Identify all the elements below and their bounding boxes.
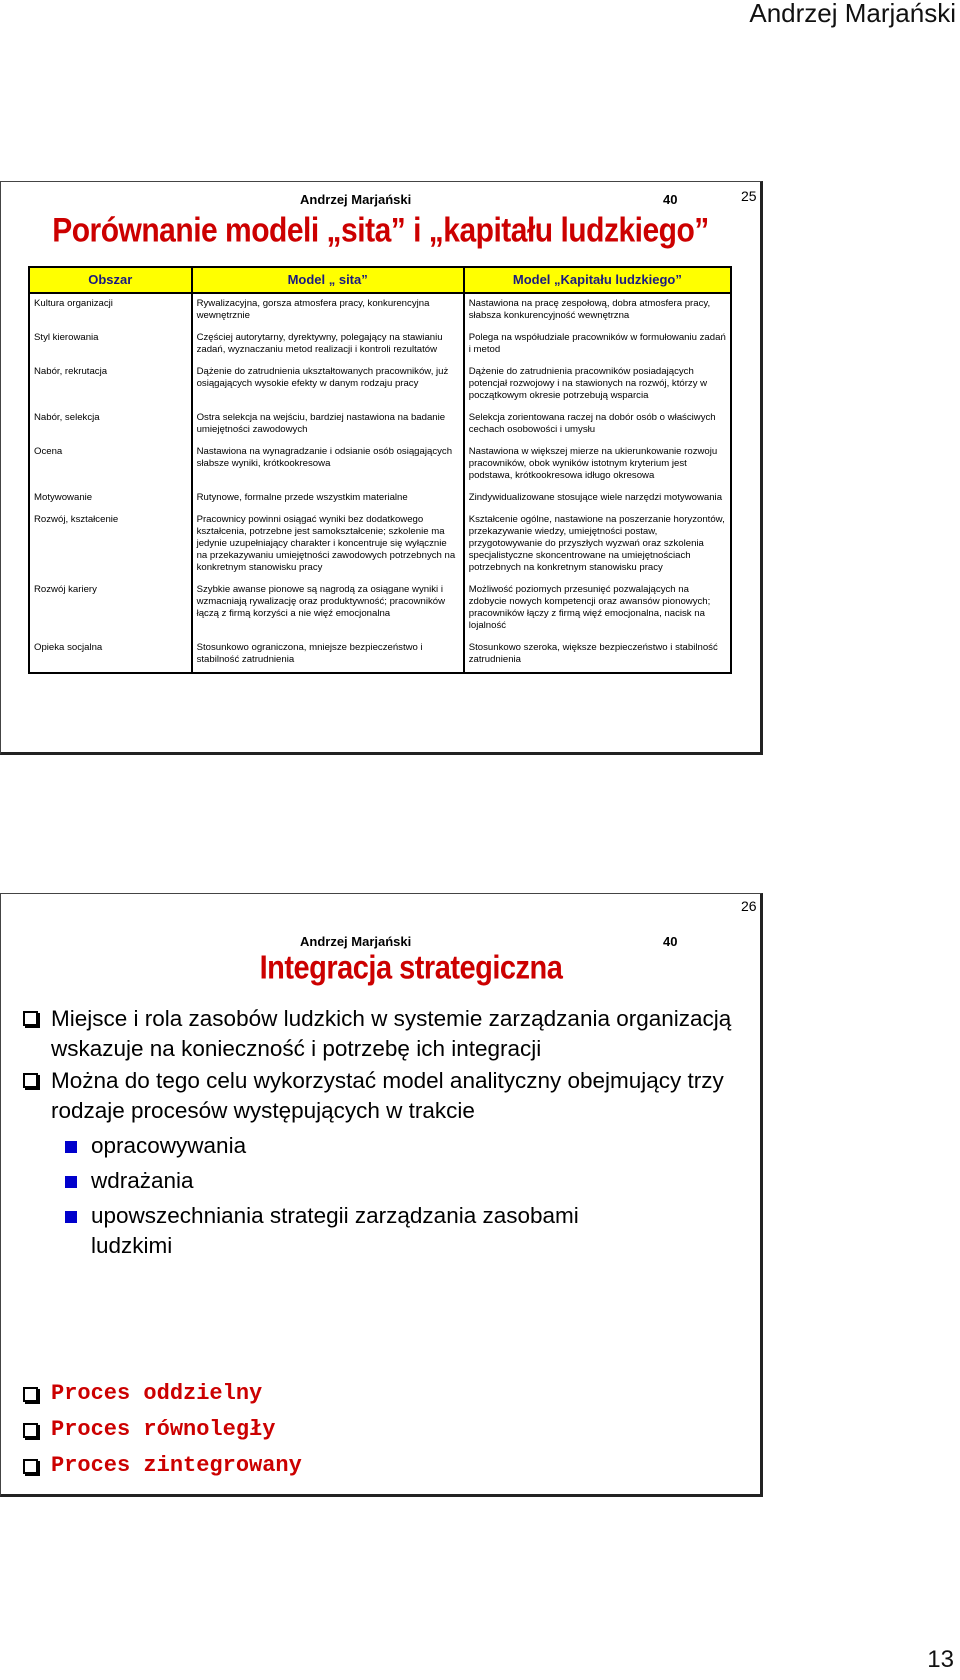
sieve-model-cell: Szybkie awanse pionowe są nagrodą za osiągane wyniki i wzmacniają rywalizację oraz produktywność; pracowników łączą z firmą korzyści a nie więź emocjonalna xyxy=(192,580,464,638)
bullet-text: Można do tego celu wykorzystać model analityczny obejmujący trzy rodzaje procesów występujących w trakcie xyxy=(51,1068,724,1123)
slide-author: Andrzej Marjański xyxy=(300,934,412,949)
table-body xyxy=(29,293,731,673)
capital-model-cell: Nastawiona w większej mierze na ukierunkowanie rozwoju pracowników, obok wyników istotnym kryterium jest podstawa, krótkookresowa idługo okresowa xyxy=(464,442,731,488)
checkbox-bullet-icon xyxy=(23,1459,38,1474)
sieve-model-cell: Pracownicy powinni osiągać wyniki bez dodatkowego kształcenia, potrzebne jest samokształcenie; szkolenie ma jedynie uzupełniający charakter i koncentruje się wyłącznie na przekazywaniu umiejętności zawodowych potrzebnych na konkretnym stanowisku pracy xyxy=(192,510,464,580)
table-row xyxy=(29,442,731,488)
table-row xyxy=(29,328,731,362)
bullet-list xyxy=(23,1004,743,1263)
sieve-model-cell: Nastawiona na wynagradzanie i odsianie osób osiągających słabsze wyniki, krótkookresowa xyxy=(192,442,464,488)
capital-model-cell: Możliwość poziomych przesunięć pozwalających na zdobycie nowych kompetencji oraz awansów pionowych; pracowników łączy z firmą więź emocjonalna, nacisk na lojalność xyxy=(464,580,731,638)
checkbox-bullet-icon xyxy=(23,1423,38,1438)
area-cell: Styl kierowania xyxy=(34,332,99,343)
slide-author: Andrzej Marjański xyxy=(300,192,412,207)
square-bullet-icon xyxy=(65,1141,77,1153)
sieve-model-cell: Rywalizacyjna, gorsza atmosfera pracy, konkurencyjna wewnętrznie xyxy=(192,293,464,328)
process-text: Proces zintegrowany xyxy=(51,1453,302,1478)
slide-number: 26 xyxy=(741,898,757,914)
sub-bullet-item xyxy=(51,1201,743,1261)
slide-counter: 40 xyxy=(663,934,678,949)
column-header: Model „Kapitału ludzkiego” xyxy=(464,267,731,293)
checkbox-bullet-icon xyxy=(23,1073,38,1088)
process-text: Proces równoległy xyxy=(51,1417,276,1442)
area-cell: Motywowanie xyxy=(34,492,93,503)
sieve-model-cell: Rutynowe, formalne przede wszystkim materialne xyxy=(192,488,464,510)
sub-bullet-list xyxy=(51,1131,743,1261)
area-cell: Ocena xyxy=(34,446,63,457)
bullet-text: Miejsce i rola zasobów ludzkich w systemie zarządzania organizacją wskazuje na konieczność i potrzebę ich integracji xyxy=(51,1006,732,1061)
sieve-model-cell: Stosunkowo ograniczona, mniejsze bezpieczeństwo i stabilność zatrudnienia xyxy=(192,638,464,673)
bullet-item xyxy=(23,1066,743,1126)
sub-bullet-item xyxy=(51,1131,743,1161)
sub-bullet-item xyxy=(51,1166,743,1196)
area-cell: Kultura organizacji xyxy=(34,298,113,309)
capital-model-cell: Kształcenie ogólne, nastawione na poszerzanie horyzontów, przekazywanie wiedzy, umiejętności postaw, przygotowywanie do przyszłych wyzwań oraz szkolenia specjalistyczne skoncentrowane na umiejętnościach potrzebnych na konkretnym stanowisku pracy xyxy=(464,510,731,580)
process-text: Proces oddzielny xyxy=(51,1381,263,1406)
table-row xyxy=(29,408,731,442)
slide-1 xyxy=(0,181,763,755)
sub-bullet-text: wdrażania xyxy=(91,1168,194,1193)
table-row xyxy=(29,638,731,673)
area-cell: Rozwój kariery xyxy=(34,584,97,595)
capital-model-cell: Dążenie do zatrudnienia pracowników posiadających potencjał rozwojowy i na stawionych na rozwój, którzy w początkowym okresie potrzebują wsparcia xyxy=(464,362,731,408)
area-cell: Nabór, selekcja xyxy=(34,412,100,423)
page-header: Andrzej Marjański xyxy=(749,0,956,28)
table-row xyxy=(29,510,731,580)
area-cell: Rozwój, kształcenie xyxy=(34,514,119,525)
capital-model-cell: Polega na współudziale pracowników w formułowaniu zadań i metod xyxy=(464,328,731,362)
area-cell: Opieka socjalna xyxy=(34,642,103,653)
bullet-item xyxy=(23,1004,743,1064)
process-item xyxy=(23,1451,302,1481)
table-row xyxy=(29,362,731,408)
area-cell: Nabór, rekrutacja xyxy=(34,366,108,377)
table-row xyxy=(29,580,731,638)
table-row xyxy=(29,488,731,510)
checkbox-bullet-icon xyxy=(23,1011,38,1026)
slide-title: Porównanie modeli „sita” i „kapitału ludzkiego” xyxy=(52,211,709,250)
process-item xyxy=(23,1379,302,1409)
capital-model-cell: Nastawiona na pracę zespołową, dobra atmosfera pracy, słabsza konkurencyjność wewnętrzna xyxy=(464,293,731,328)
slide-counter: 40 xyxy=(663,192,678,207)
slide-title: Integracja strategiczna xyxy=(259,949,563,987)
column-header: Obszar xyxy=(29,267,192,293)
square-bullet-icon xyxy=(65,1176,77,1188)
slide-2 xyxy=(0,893,763,1497)
table-header-row xyxy=(29,267,731,293)
process-list xyxy=(23,1379,302,1487)
sieve-model-cell: Dążenie do zatrudnienia ukształtowanych pracowników, już osiągających wysokie efekty w danym rodzaju pracy xyxy=(192,362,464,408)
sieve-model-cell: Ostra selekcja na wejściu, bardziej nastawiona na badanie umiejętności zawodowych xyxy=(192,408,464,442)
column-header: Model „ sita” xyxy=(192,267,464,293)
sub-bullet-text: opracowywania xyxy=(91,1133,247,1158)
square-bullet-icon xyxy=(65,1211,77,1223)
page-number: 13 xyxy=(927,1646,954,1673)
comparison-table xyxy=(28,266,732,674)
checkbox-bullet-icon xyxy=(23,1387,38,1402)
sieve-model-cell: Częściej autorytarny, dyrektywny, polegający na stawianiu zadań, wyznaczaniu metod realizacji i kontroli rezultatów xyxy=(192,328,464,362)
capital-model-cell: Stosunkowo szeroka, większe bezpieczeństwo i stabilność zatrudnienia xyxy=(464,638,731,673)
capital-model-cell: Selekcja zorientowana raczej na dobór osób o właściwych cechach osobowości i umysłu xyxy=(464,408,731,442)
sub-bullet-text: upowszechniania strategii zarządzania zasobami ludzkimi xyxy=(91,1203,579,1258)
table-row xyxy=(29,293,731,328)
slide-number: 25 xyxy=(741,188,757,204)
capital-model-cell: Zindywidualizowane stosujące wiele narzędzi motywowania xyxy=(464,488,731,510)
process-item xyxy=(23,1415,302,1445)
